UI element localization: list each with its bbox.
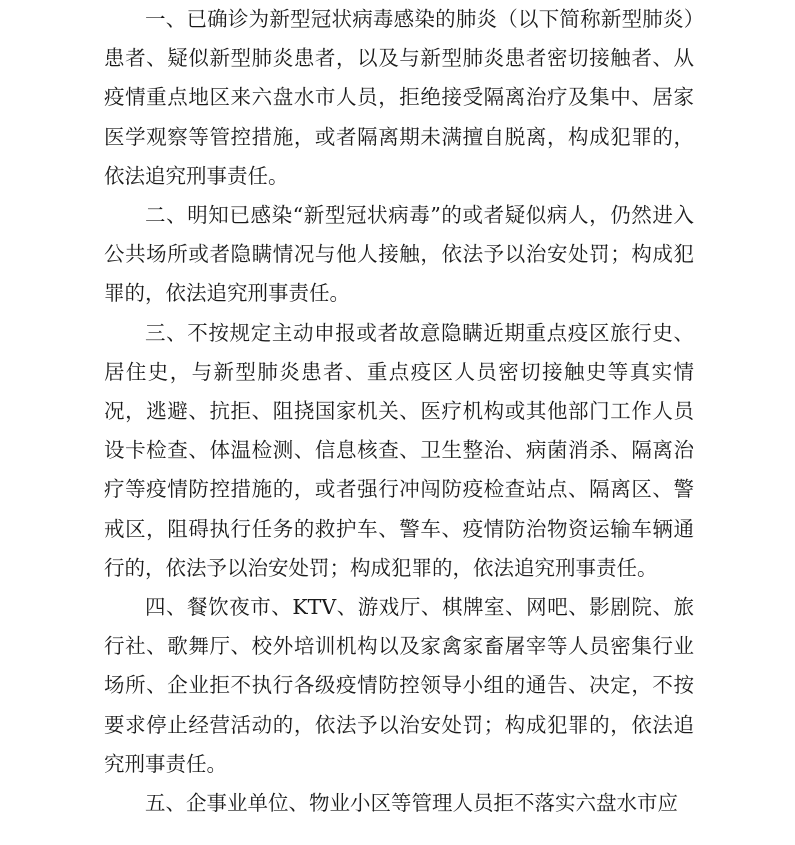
document-body <box>104 0 694 823</box>
paragraph-2: 二、明知已感染“新型冠状病毒”的或者疑似病人，仍然进入公共场所或者隐瞒情况与他人接触，依法予以治安处罚；构成犯罪的，依法追究刑事责任。 <box>104 203 694 306</box>
paragraph-3: 三、不按规定主动申报或者故意隐瞒近期重点疫区旅行史、居住史，与新型肺炎患者、重点疫区人员密切接触史等真实情况，逃避、抗拒、阻挠国家机关、医疗机构或其他部门工作人员设卡检查、体温检测、信息核查、卫生整治、病菌消杀、隔离治疗等疫情防控措施的，或者强行冲闯防疫检查站点、隔离区、警戒区，阻碍执行任务的救护车、警车、疫情防治物资运输车辆通行的，依法予以治安处罚；构成犯罪的，依法追究刑事责任。 <box>104 320 694 580</box>
paragraph-5: 五、企事业单位、物业小区等管理人员拒不落实六盘水市应 <box>145 791 678 816</box>
paragraph-4: 四、餐饮夜市、KTV、游戏厅、棋牌室、网吧、影剧院、旅行社、歌舞厅、校外培训机构以及家禽家畜屠宰等人员密集行业场所、企业拒不执行各级疫情防控领导小组的通告、决定，不按要求停止经营活动的，依法予以治安处罚；构成犯罪的，依法追究刑事责任。 <box>104 595 694 776</box>
paragraph-1: 一、已确诊为新型冠状病毒感染的肺炎（以下简称新型肺炎）患者、疑似新型肺炎患者，以及与新型肺炎患者密切接触者、从疫情重点地区来六盘水市人员，拒绝接受隔离治疗及集中、居家医学观察等管控措施，或者隔离期未满擅自脱离，构成犯罪的，依法追究刑事责任。 <box>104 7 694 188</box>
